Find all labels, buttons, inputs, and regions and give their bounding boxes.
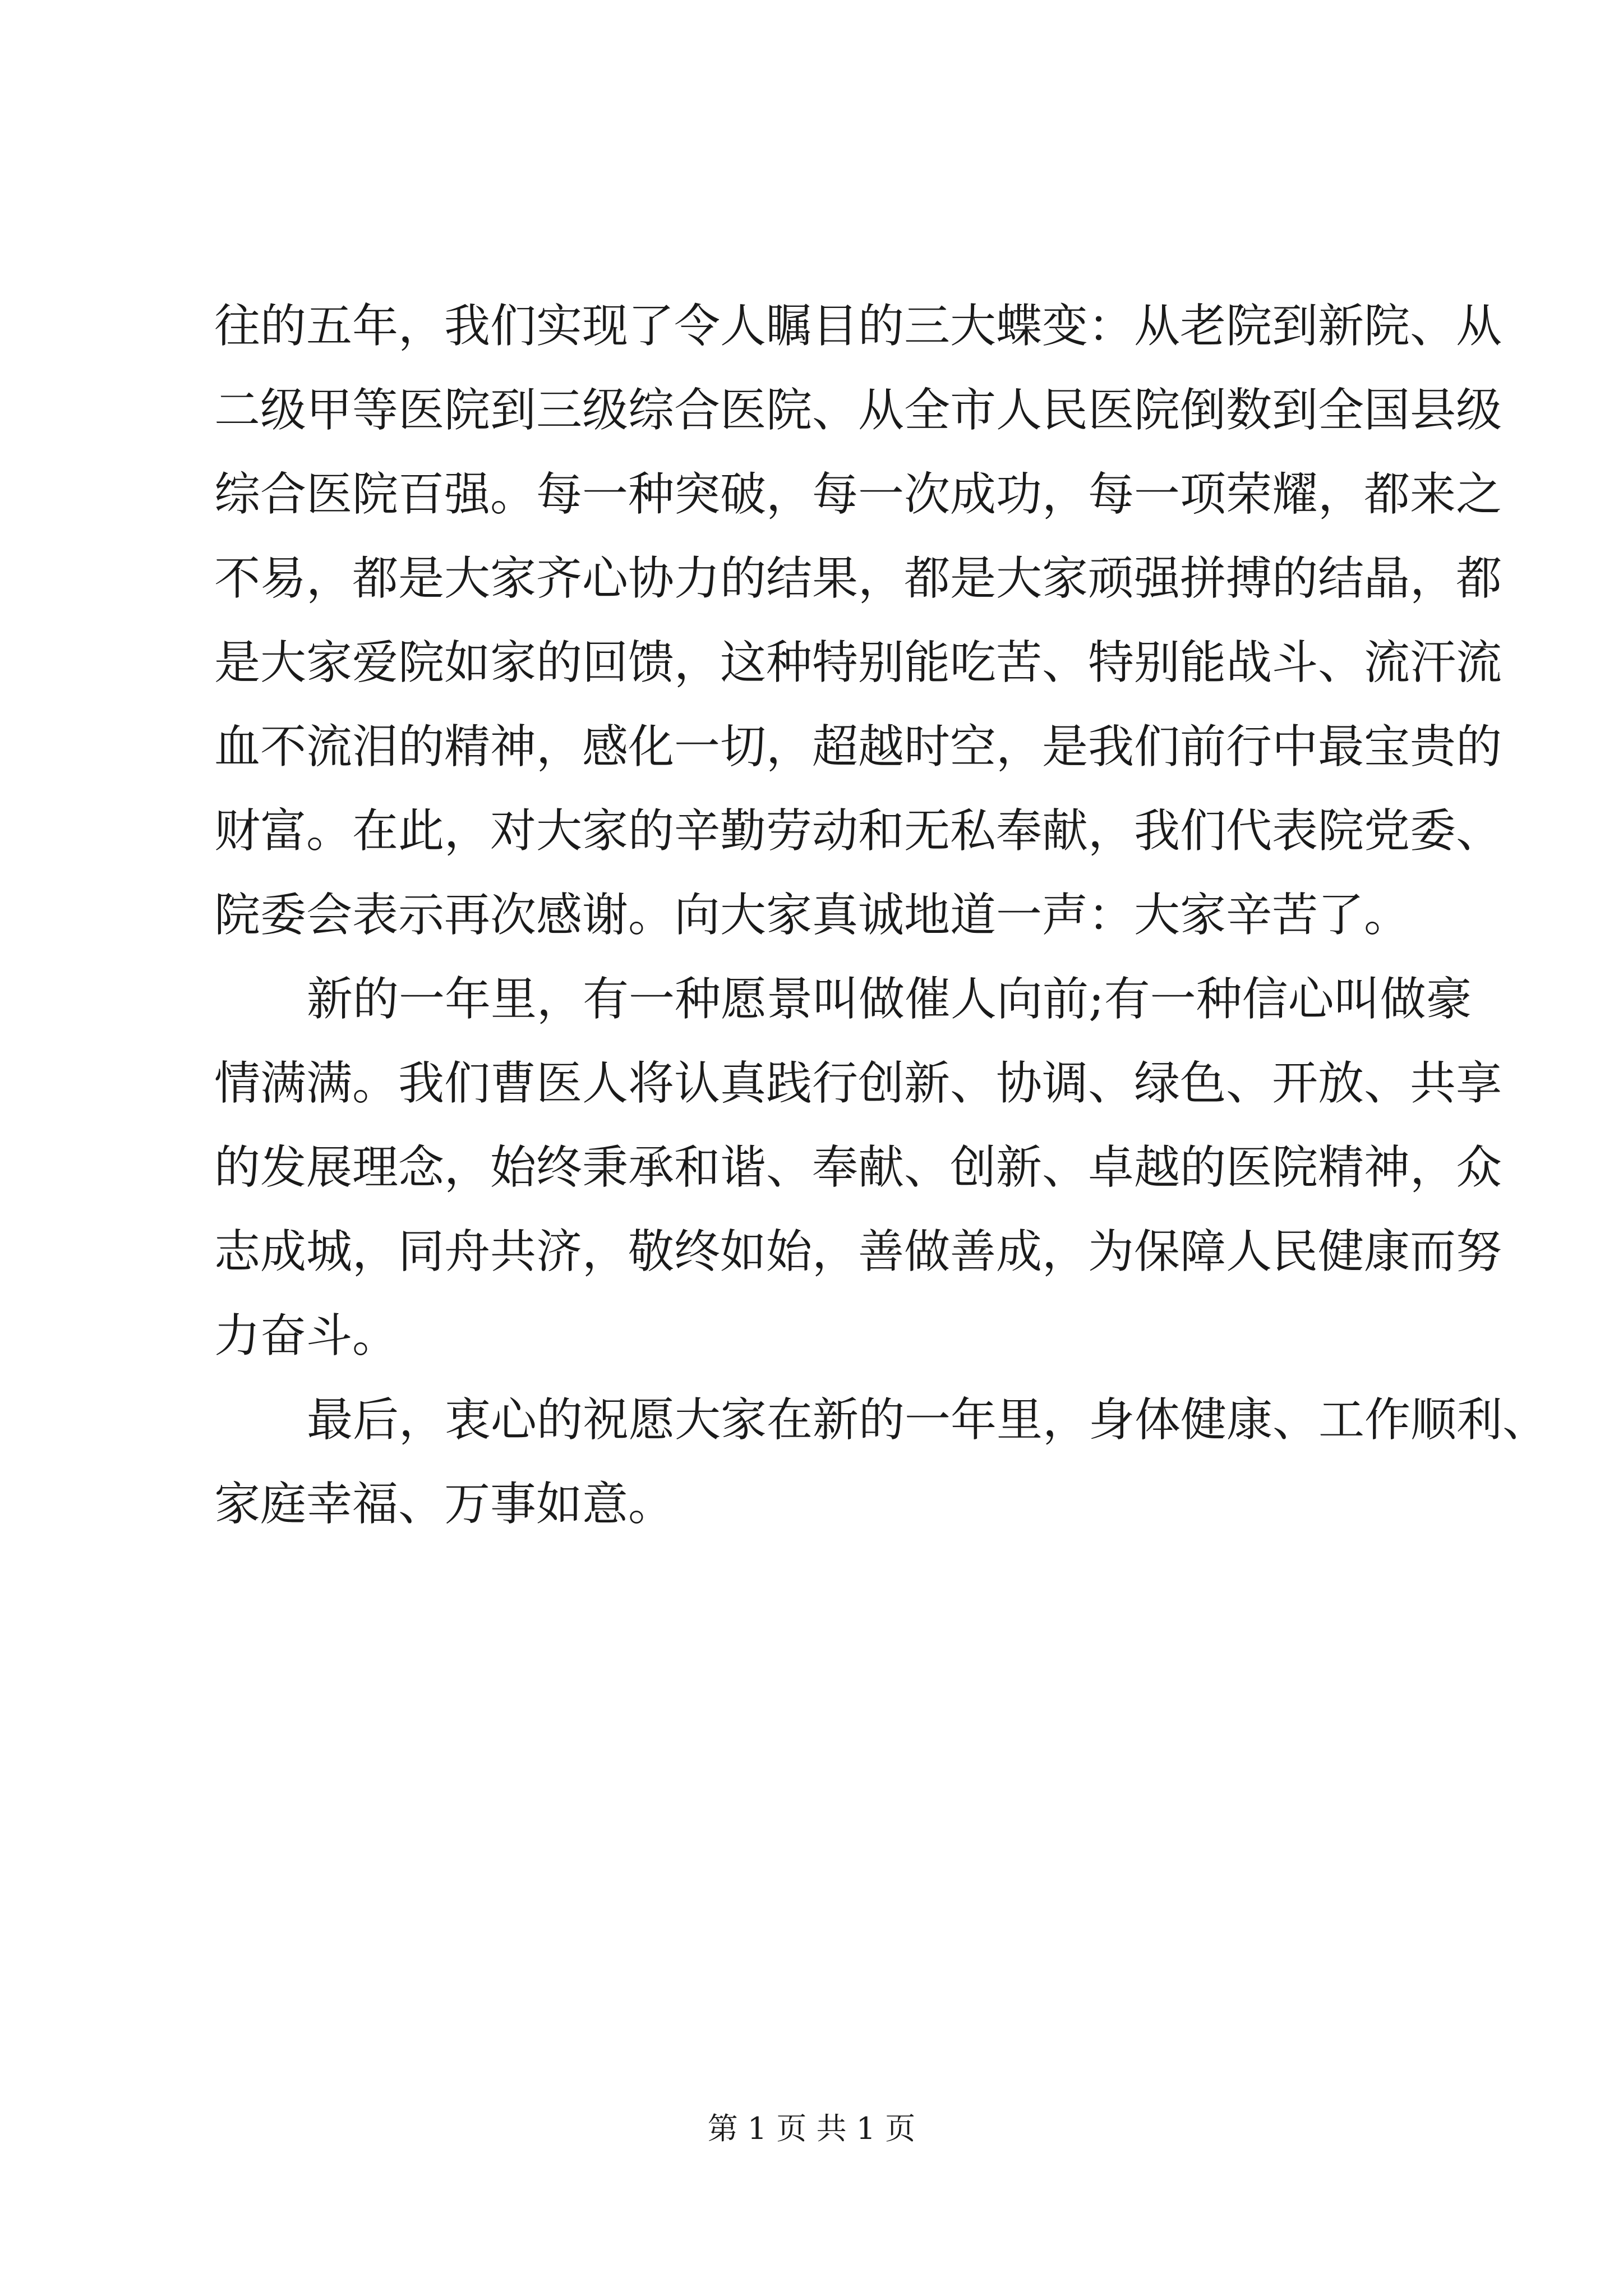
paragraph-2-line-3: 的发展理念，始终秉承和谐、奉献、创新、卓越的医院精神，众 bbox=[214, 1141, 1502, 1194]
paragraph-2-line-4: 志成城，同舟共济，敬终如始，善做善成，为保障人民健康而努 bbox=[214, 1225, 1502, 1278]
paragraph-1-line-4: 不易，都是大家齐心协力的结果，都是大家顽强拼搏的结晶，都 bbox=[214, 552, 1502, 605]
paragraph-1-line-8: 院委会表示再次感谢。向大家真诚地道一声：大家辛苦了。 bbox=[214, 889, 1410, 942]
page-number-footer: 第 1 页 共 1 页 bbox=[707, 2111, 916, 2146]
paragraph-2-line-5: 力奋斗。 bbox=[214, 1309, 399, 1363]
paragraph-2-line-1: 新的一年里，有一种愿景叫做催人向前;有一种信心叫做豪 bbox=[307, 973, 1472, 1026]
paragraph-1-line-2: 二级甲等医院到三级综合医院、从全市人民医院倒数到全国县级 bbox=[214, 384, 1502, 437]
paragraph-1-line-6: 血不流泪的精神，感化一切，超越时空，是我们前行中最宝贵的 bbox=[214, 720, 1502, 774]
paragraph-3-line-1: 最后，衷心的祝愿大家在新的一年里，身体健康、工作顺利、 bbox=[307, 1393, 1549, 1447]
paragraph-1-line-1: 往的五年，我们实现了令人瞩目的三大蝶变：从老院到新院、从 bbox=[214, 300, 1502, 353]
paragraph-1-line-3: 综合医院百强。每一种突破，每一次成功，每一项荣耀，都来之 bbox=[214, 468, 1502, 521]
paragraph-1-line-7: 财富。在此，对大家的辛勤劳动和无私奉献，我们代表院党委、 bbox=[214, 804, 1502, 858]
paragraph-3-line-2: 家庭幸福、万事如意。 bbox=[214, 1478, 675, 1531]
paragraph-2-line-2: 情满满。我们曹医人将认真践行创新、协调、绿色、开放、共享 bbox=[214, 1057, 1502, 1110]
paragraph-1-line-5: 是大家爱院如家的回馈，这种特别能吃苦、特别能战斗、流汗流 bbox=[214, 636, 1502, 689]
